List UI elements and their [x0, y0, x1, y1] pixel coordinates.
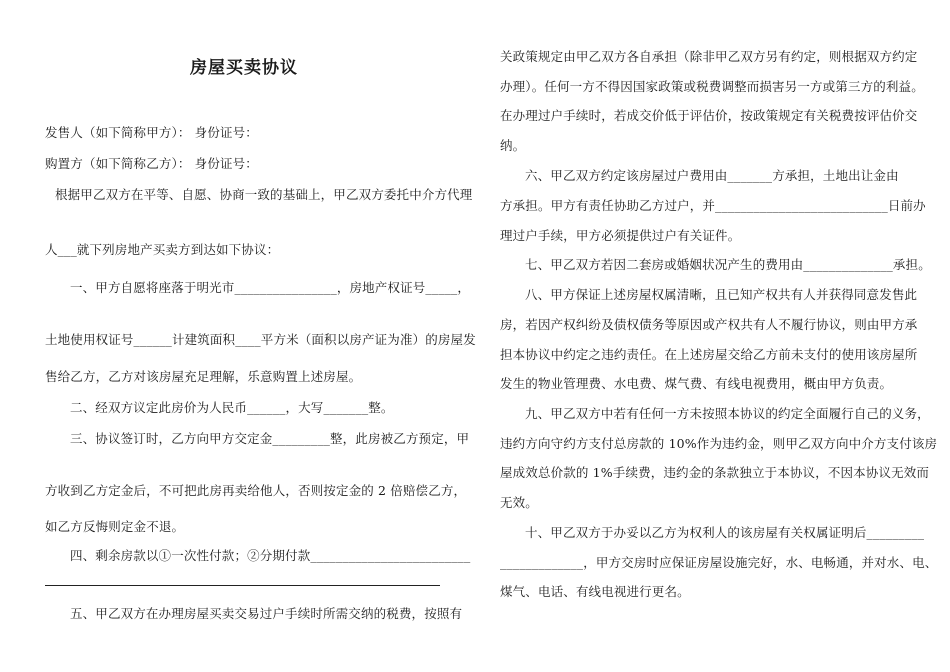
clause-3-line-3: 如乙方反悔则定金不退。 [45, 519, 185, 534]
clause-8-line-2: 房，若因产权纠纷及债权债务等原因或产权共有人不履行协议，则由甲方承 [500, 317, 918, 332]
clause-3-line-2: 方收到乙方定金后，不可把此房再卖给他人，否则按定金的 2 倍赔偿乙方， [45, 483, 467, 498]
clause-8-line-3: 担本协议中约定之违约责任。在上述房屋交给乙方前未支付的使用该房屋所 [500, 347, 918, 362]
blank-fill-rule [45, 585, 440, 586]
clause-4-line: 四、剩余房款以①一次性付款；②分期付款_________________________ [70, 548, 471, 563]
clause-1-line-2: 土地使用权证号______计建筑面积____平方米（面积以房产证为准）的房屋发 [45, 332, 476, 347]
clause-8-line-1: 八、甲方保证上述房屋权属清晰，且已知产权共有人并获得同意发售此 [525, 287, 918, 302]
document-title: 房屋买卖协议 [190, 58, 298, 78]
clause-3-line-1: 三、协议签订时，乙方向甲方交定金_________整，此房被乙方预定，甲 [70, 431, 470, 446]
clause-9-line-1: 九、甲乙双方中若有任何一方未按照本协议的约定全面履行自己的义务， [525, 406, 930, 421]
seller-line: 发售人（如下简称甲方）： 身份证号： [45, 125, 258, 140]
buyer-line: 购置方（如下简称乙方）： 身份证号： [45, 156, 258, 171]
clause-10-line-2: _____________，甲方交房时应保证房屋设施完好，水、电畅通，并对水、电、 [500, 555, 938, 570]
clause-5-line-5: 纳。 [500, 138, 526, 153]
clause-1-line-1: 一、甲方自愿将座落于明光市________________，房地产权证号_____， [70, 280, 471, 295]
clause-5-line-3: 办理）。任何一方不得因国家政策或税费调整而损害另一方或第三方的利益。 [500, 79, 924, 94]
clause-6-line-1: 六、甲乙双方约定该房屋过户费用由_______方承担，土地出让金由 [525, 168, 899, 183]
clause-10-line-3: 煤气、电话、有线电视进行更名。 [500, 584, 690, 599]
clause-10-line-1: 十、甲乙双方于办妥以乙方为权利人的该房屋有关权属证明后_________ [525, 525, 925, 540]
clause-2-line: 二、经双方议定此房价为人民币______，大写_______整。 [70, 400, 394, 415]
preamble-line-2: 人___就下列房地产买卖方到达如下协议： [45, 242, 280, 257]
clause-5-line-2: 关政策规定由甲乙双方各自承担（除非甲乙双方另有约定，则根据双方约定 [500, 49, 918, 64]
clause-1-line-3: 售给乙方，乙方对该房屋充足理解，乐意购置上述房屋。 [45, 369, 362, 384]
clause-5-line-4: 在办理过户手续时，若成交价低于评估价，按政策规定有关税费按评估价交 [500, 108, 918, 123]
clause-6-line-2: 方承担。甲方有责任协助乙方过户，并___________________________日前办 [500, 198, 926, 213]
clause-7-line: 七、甲乙双方若因二套房或婚姻状况产生的费用由______________承担。 [525, 257, 931, 272]
clause-8-line-4: 发生的物业管理费、水电费、煤气费、有线电视费用，概由甲方负责。 [500, 376, 893, 391]
clause-9-line-4: 无效。 [500, 495, 538, 510]
clause-6-line-3: 理过户手续，甲方必须提供过户有关证件。 [500, 228, 741, 243]
clause-9-line-3: 屋成效总价款的 1%手续费，违约金的条款独立于本协议，不因本协议无效而 [500, 465, 930, 480]
preamble-line-1: 根据甲乙双方在平等、自愿、协商一致的基础上，甲乙双方委托中介方代理 [55, 187, 473, 202]
clause-5-line-1: 五、甲乙双方在办理房屋买卖交易过户手续时所需交纳的税费，按照有 [70, 606, 463, 621]
clause-9-line-2: 违约方向守约方支付总房款的 10%作为违约金，则甲乙双方向中介方支付该房 [500, 436, 938, 451]
